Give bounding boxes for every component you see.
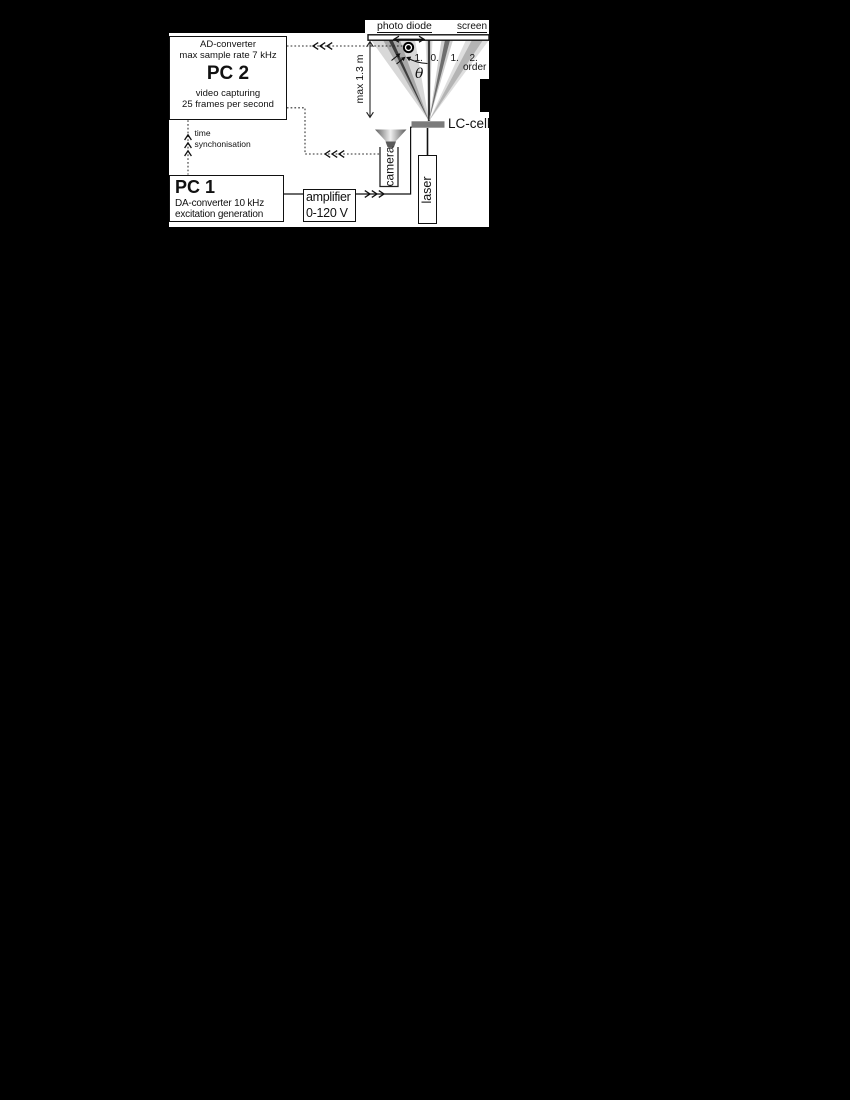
distance-arrow [367,42,374,118]
theta-label: θ [415,65,424,82]
max-distance-label: max 1.3 m [354,54,366,104]
laser-label: laser [420,175,434,204]
pc2-subtitle1: AD-converter [200,39,256,50]
order-right2-label: 2. [469,52,478,64]
amplifier-box [303,189,356,222]
screen-bar [368,35,489,40]
amplifier-name: amplifier [306,190,351,204]
signal-line-camera-pc2 [287,108,380,158]
order-left1-label: 1. [414,52,423,64]
pc2-box [169,36,287,120]
lc-cell-label: LC-cell [448,115,491,131]
camera-label: camera [382,146,396,187]
time-sync-line [185,120,192,174]
amplifier-range: 0-120 V [306,205,348,220]
pc2-subtitle3: video capturing [195,88,261,99]
pc2-subtitle2: max sample rate 7 kHz [179,49,277,61]
pc1-subtitle1: DA-converter 10 kHz [175,198,265,209]
pc1-title: PC 1 [175,177,216,197]
pc1-subtitle2: excitation generation [175,209,264,221]
sync-word2-label: synchonisation [194,139,251,149]
pc1-box [169,175,284,222]
sync-word1-label: time [194,128,211,138]
pc2-subtitle4: 25 frames per second [182,98,274,110]
lc-cell-bar [412,121,445,127]
photo-diode-label: photo diode [377,20,432,32]
pc2-title: PC 2 [206,63,250,84]
order-zero-label: 0. [430,52,439,64]
screen-label: screen [457,20,488,32]
order-word-label: order [463,62,487,73]
order-right1-label: 1. [450,52,459,64]
